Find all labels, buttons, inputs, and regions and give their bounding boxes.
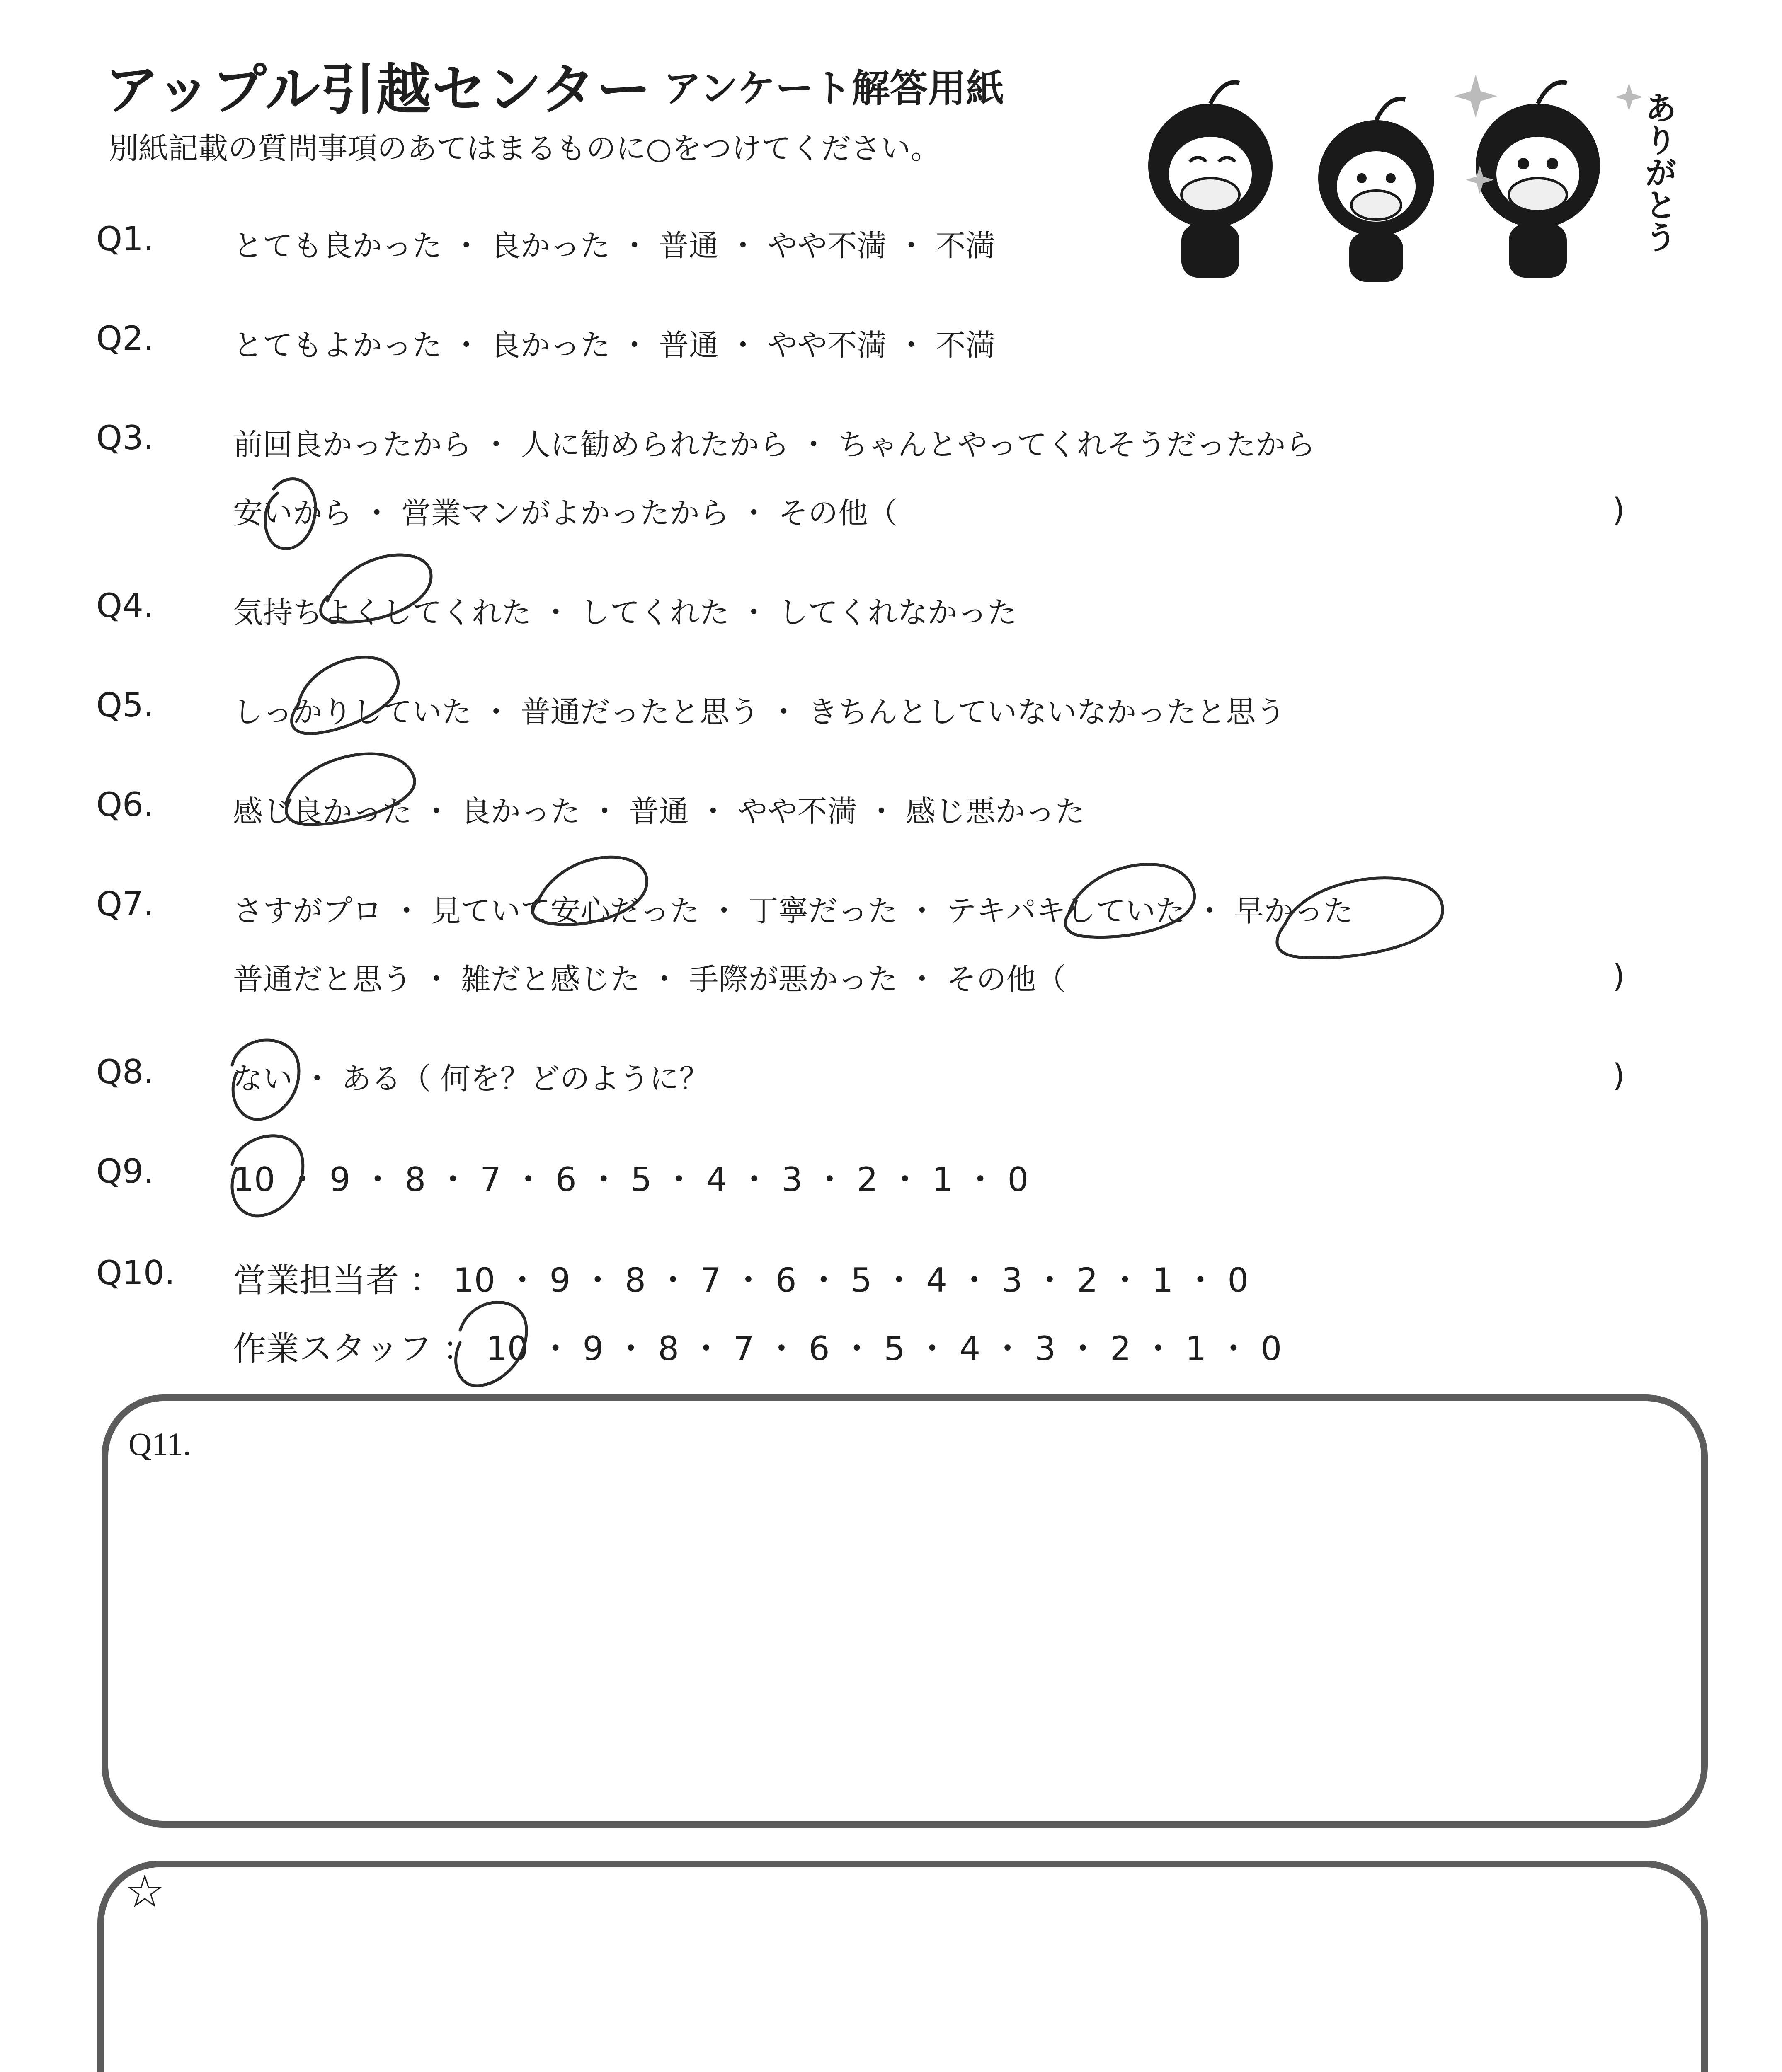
q8-close-paren: ) [1612,1057,1625,1094]
q4-label: Q4. [96,586,154,625]
company-name: アップル引越センター [104,58,652,122]
q7-anshin-circle-mark [532,857,647,925]
q7-options-line1[interactable]: さすがプロ ・ 見ていて安心だった ・ 丁寧だった ・ テキパキしていた ・ 早かった [233,893,1354,928]
q3-circle-mark [265,479,315,549]
mascot-thanks-text: ありがとう [1639,91,1677,253]
q10-sales-scale[interactable]: 営業担当者 ： 10 ・ 9 ・ 8 ・ 7 ・ 6 ・ 5 ・ 4 ・ 3 ・ 2 ・ 1 ・ 0 [233,1261,1249,1300]
q7-options-line2[interactable]: 普通だと思う ・ 雑だと感じた ・ 手際が悪かった ・ その他（ [233,962,1066,997]
q2-options[interactable]: とてもよかった ・ 良かった ・ 普通 ・ やや不満 ・ 不満 [233,328,996,363]
q4-circle-mark [321,555,431,622]
q11-comment-box[interactable] [102,1394,1708,1828]
q8-options[interactable]: ない ・ ある（ 何を？どのように？ [233,1061,709,1096]
q1-label: Q1. [96,220,154,258]
q10-label: Q10. [96,1254,175,1292]
star-comment-box[interactable] [97,1861,1708,2072]
star-box-label: ☆ [124,1866,165,1917]
q1-options[interactable]: とても良かった ・ 良かった ・ 普通 ・ やや不満 ・ 不満 [233,228,996,263]
q7-label: Q7. [96,885,154,923]
q5-circle-mark [292,657,398,733]
q3-label: Q3. [96,419,154,457]
q6-label: Q6. [96,785,154,824]
instruction-text: 別紙記載の質問事項のあてはまるものに○をつけてください。 [109,131,941,166]
q4-options[interactable]: 気持ちよくしてくれた ・ してくれた ・ してくれなかった [233,595,1017,630]
q6-options[interactable]: 感じ良かった ・ 良かった ・ 普通 ・ やや不満 ・ 感じ悪かった [233,794,1085,829]
q8-circle-mark [232,1040,299,1119]
q9-circle-mark [232,1136,303,1216]
q3-close-paren: ) [1612,491,1625,528]
q7-hayakatta-circle-mark [1277,878,1443,958]
q9-label: Q9. [96,1152,154,1191]
q5-label: Q5. [96,686,154,724]
q10-staff-circle-mark [456,1302,526,1386]
q10-staff-scale[interactable]: 作業スタッフ ： 10 ・ 9 ・ 8 ・ 7 ・ 6 ・ 5 ・ 4 ・ 3 ・ 2 ・ 1 ・ 0 [233,1329,1282,1368]
q8-label: Q8. [96,1053,154,1091]
q2-label: Q2. [96,319,154,358]
q7-close-paren: ) [1612,957,1625,994]
q5-options[interactable]: しっかりしていた ・ 普通だったと思う ・ きちんとしていないなかったと思う [233,695,1286,729]
q3-options-line1[interactable]: 前回良かったから ・ 人に勧められたから ・ ちゃんとやってくれそうだったから [233,427,1316,462]
q7-tekipaki-circle-mark [1065,864,1194,937]
q6-circle-mark [286,754,415,825]
q9-scale[interactable]: 10 ・ 9 ・ 8 ・ 7 ・ 6 ・ 5 ・ 4 ・ 3 ・ 2 ・ 1 ・ 0 [233,1160,1029,1199]
form-title: アンケート解答用紙 [663,66,1004,111]
q3-options-line2[interactable]: 安いから ・ 営業マンがよかったから ・ その他（ [233,496,898,530]
q11-box-label: Q11. [128,1426,191,1462]
